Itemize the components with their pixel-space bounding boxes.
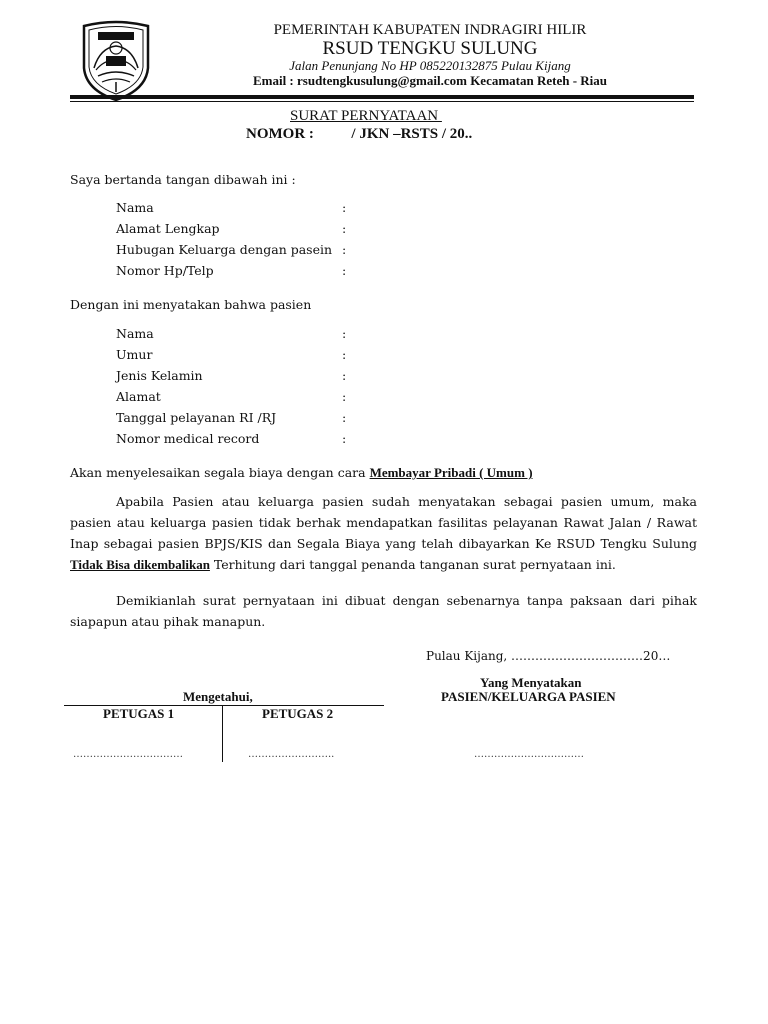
letterhead-rule-thin [70, 101, 694, 102]
signer-field-colon: : [342, 242, 347, 257]
place-date: Pulau Kijang, ……………………………20… [426, 649, 671, 663]
patient-field-label: Nomor medical record [116, 431, 260, 446]
patient-field-colon: : [342, 431, 347, 446]
patient-field-label: Umur [116, 347, 153, 362]
signer-field-colon: : [342, 221, 347, 236]
declarant-role: PASIEN/KELUARGA PASIEN [441, 689, 616, 704]
declarant-title: Yang Menyatakan [480, 675, 582, 690]
kop-line-address: Jalan Penunjang No HP 085220132875 Pulau Kijang [289, 58, 571, 73]
patient-field-colon: : [342, 410, 347, 425]
paragraph-closing-text: Demikianlah surat pernyataan ini dibuat dengan sebenarnya tanpa paksaan dari pihak siapapun atau pihak manapun. [70, 593, 697, 629]
witness-heading: Mengetahui, [183, 689, 253, 704]
patient-field-label: Nama [116, 326, 154, 341]
regency-emblem [76, 18, 156, 102]
declarant-signature-line: …………………………… [474, 749, 584, 760]
patient-field-colon: : [342, 326, 347, 341]
intro-text: Saya bertanda tangan dibawah ini : [70, 172, 296, 187]
letterhead-rule-thick [70, 95, 694, 99]
paragraph-terms-text-a: Apabila Pasien atau keluarga pasien sudah menyatakan sebagai pasien umum, maka pasien atau keluarga pasien tidak berhak mendapatkan fasilitas pelayanan Rawat Jalan / Rawat Inap sebagai pasien BPJS/KIS dan Segala Biaya yang telah dibayarkan Ke RSUD Tengku Sulung [70, 494, 697, 551]
paragraph-terms [70, 491, 697, 575]
paragraph-terms-text-b: Terhitung dari tanggal penanda tanganan surat pernyataan ini. [209, 557, 616, 572]
statement-text: Dengan ini menyatakan bahwa pasien [70, 297, 312, 312]
signer-field-label: Nomor Hp/Telp [116, 263, 214, 278]
signer-field-label: Nama [116, 200, 154, 215]
officer-2-signature-line: …………………….. [248, 749, 335, 760]
kop-line-government: PEMERINTAH KABUPATEN INDRAGIRI HILIR [273, 22, 587, 38]
patient-field-label: Jenis Kelamin [116, 368, 203, 383]
payment-statement [70, 465, 533, 481]
patient-field-colon: : [342, 389, 347, 404]
kop-line-email: Email : rsudtengkusulung@gmail.com Kecamatan Reteh - Riau [252, 73, 608, 88]
patient-field-label: Tanggal pelayanan RI /RJ [116, 410, 277, 425]
paragraph-terms-emphasis: Tidak Bisa dikembalikan [70, 557, 210, 572]
patient-field-colon: : [342, 368, 347, 383]
patient-field-label: Alamat [116, 389, 161, 404]
signer-field-colon: : [342, 263, 347, 278]
signer-field-label: Alamat Lengkap [116, 221, 220, 236]
payment-prefix: Akan menyelesaikan segala biaya dengan cara [70, 465, 370, 480]
witness-table-divider [222, 706, 223, 762]
officer-1-signature-line: …………………………… [73, 749, 183, 760]
officer-2-label: PETUGAS 2 [262, 706, 334, 721]
signer-field-colon: : [342, 200, 347, 215]
officer-1-label: PETUGAS 1 [103, 706, 175, 721]
document-title: SURAT PERNYATAAN [290, 108, 442, 124]
kop-line-hospital: RSUD TENGKU SULUNG [322, 38, 538, 59]
document-number: NOMOR : / JKN –RSTS / 20.. [246, 126, 473, 142]
signer-field-label: Hubugan Keluarga dengan pasein [116, 242, 333, 257]
patient-field-colon: : [342, 347, 347, 362]
payment-method: Membayar Pribadi ( Umum ) [369, 465, 533, 480]
paragraph-closing [70, 590, 697, 632]
